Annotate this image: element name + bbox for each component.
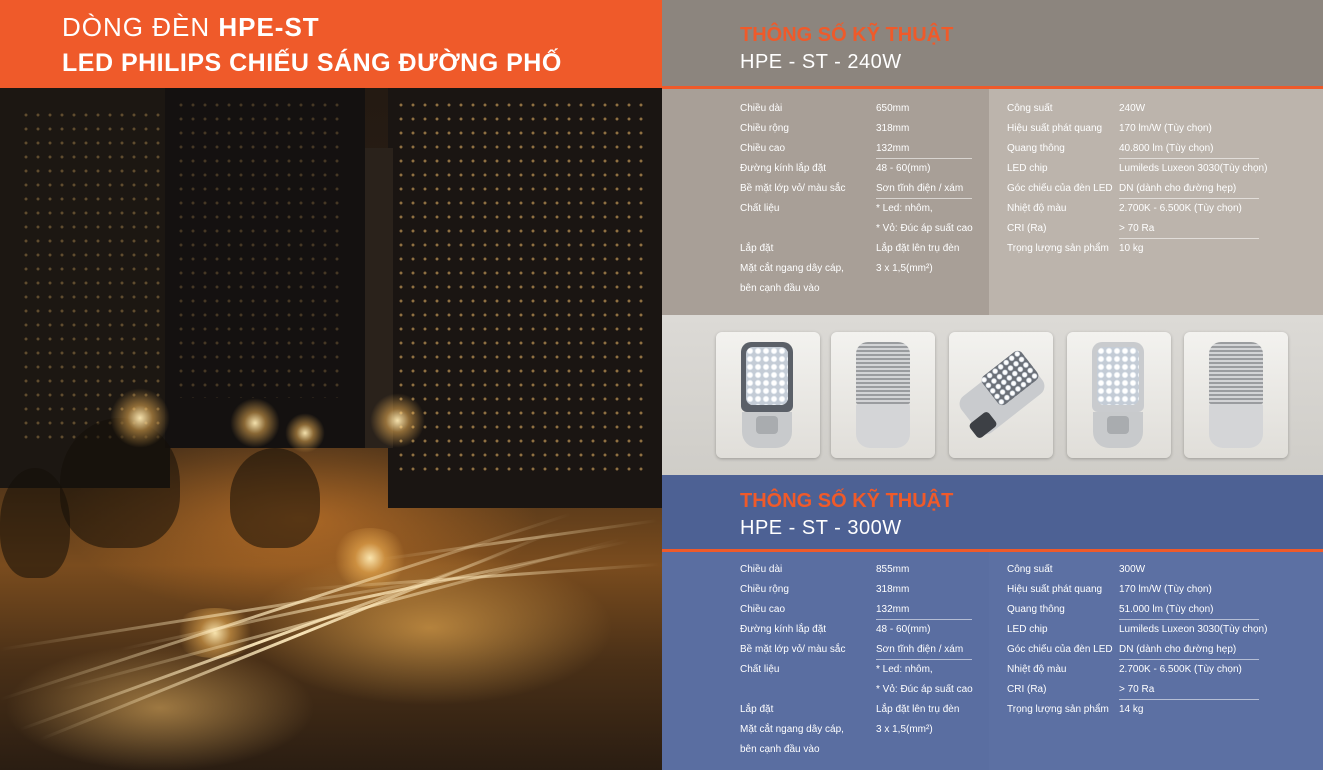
spec-label: Chất liệu [740,663,780,675]
section-title: THÔNG SỐ KỸ THUẬT [740,490,954,512]
spec-row [740,278,980,298]
spec-table-performance [1007,98,1267,263]
spec-row [740,619,980,639]
right-panel [662,0,1323,770]
spec-value: > 70 Ra [1119,222,1155,234]
spec-table-dimensions [740,98,980,303]
spec-row [740,218,980,238]
section-title: THÔNG SỐ KỸ THUẬT [740,24,954,46]
spec-label: Chiều dài [740,102,783,114]
spec-value: * Vỏ: Đúc áp suất cao [876,683,973,695]
spec-row [1007,178,1267,198]
spec-value: Lắp đặt lên trụ đèn [876,703,960,715]
spec-row [740,98,980,118]
spec-row [740,178,980,198]
spec-value: 40.800 lm (Tùy chọn) [1119,142,1214,154]
spec-table-dimensions [740,559,980,764]
spec-label: Mặt cắt ngang dây cáp, [740,262,844,274]
spec-value: 318mm [876,122,910,134]
spec-row [740,138,980,158]
spec-row [1007,218,1267,238]
spec-row [740,158,980,178]
spec-label: Đường kính lắp đặt [740,162,827,174]
spec-label: Nhiệt độ màu [1007,663,1067,675]
spec-value: 10 kg [1119,242,1144,254]
series-title-model: HPE-ST [218,12,320,42]
spec-row [740,258,980,278]
spec-value: 2.700K - 6.500K (Tùy chọn) [1119,663,1242,675]
spec-label: Đường kính lắp đặt [740,623,827,635]
row-divider [1119,198,1259,199]
spec-value: 2.700K - 6.500K (Tùy chọn) [1119,202,1242,214]
spec-label: Lắp đặt [740,703,774,715]
spec-row [740,579,980,599]
series-title [62,12,320,43]
spec-row [740,659,980,679]
product-image-front [716,332,820,458]
row-divider [1119,238,1259,239]
spec-value: Sơn tĩnh điện / xám [876,182,964,194]
spec-row [1007,559,1267,579]
spec-label: Góc chiếu của đèn LED [1007,182,1113,194]
spec-label: Trọng lượng sản phẩm [1007,242,1109,254]
spec-row [740,238,980,258]
spec-label: LED chip [1007,162,1048,174]
spec-table-performance [1007,559,1267,724]
spec-label: Chiều dài [740,563,783,575]
spec-section-300w [662,475,1323,770]
spec-value: * Led: nhôm, [876,663,933,675]
spec-row [1007,158,1267,178]
spec-label: Trọng lượng sản phẩm [1007,703,1109,715]
spec-value: > 70 Ra [1119,683,1155,695]
spec-label: Chiều rộng [740,122,789,134]
row-divider [876,619,972,620]
spec-label: Chiều cao [740,603,786,615]
spec-value: 170 lm/W (Tùy chọn) [1119,122,1212,134]
spec-label: Chiều cao [740,142,786,154]
spec-value: 855mm [876,563,910,575]
spec-value: 48 - 60(mm) [876,623,931,635]
spec-row [740,559,980,579]
spec-row [740,599,980,619]
row-divider [1119,158,1259,159]
spec-label: Lắp đặt [740,242,774,254]
spec-row [1007,619,1267,639]
spec-value: 14 kg [1119,703,1144,715]
spec-row [1007,639,1267,659]
spec-row [740,198,980,218]
spec-label: CRI (Ra) [1007,683,1047,695]
divider [662,549,1323,552]
spec-value: * Vỏ: Đúc áp suất cao [876,222,973,234]
row-divider [876,659,972,660]
spec-label: Hiệu suất phát quang [1007,583,1103,595]
night-city-photo [0,88,662,770]
spec-value: Lumileds Luxeon 3030(Tùy chọn) [1119,623,1268,635]
spec-label: CRI (Ra) [1007,222,1047,234]
spec-row [1007,579,1267,599]
spec-value: 240W [1119,102,1146,114]
spec-value: 300W [1119,563,1146,575]
spec-label: Quang thông [1007,603,1065,615]
spec-row [740,739,980,759]
spec-label: bên cạnh đầu vào [740,282,820,294]
row-divider [1119,619,1259,620]
spec-value: DN (dành cho đường hẹp) [1119,182,1237,194]
spec-value: 132mm [876,142,910,154]
spec-row [740,679,980,699]
spec-label: bên cạnh đầu vào [740,743,820,755]
spec-row [740,118,980,138]
spec-label: Mặt cắt ngang dây cáp, [740,723,844,735]
spec-label: LED chip [1007,623,1048,635]
spec-row [740,639,980,659]
spec-label: Hiệu suất phát quang [1007,122,1103,134]
spec-row [740,719,980,739]
spec-row [1007,138,1267,158]
model-name: HPE - ST - 300W [740,517,902,539]
divider [662,86,1323,89]
spec-value: 3 x 1,5(mm²) [876,262,933,274]
spec-label: Bề mặt lớp vỏ/ màu sắc [740,182,846,194]
series-subtitle: LED PHILIPS CHIẾU SÁNG ĐƯỜNG PHỐ [62,49,562,77]
spec-row [1007,699,1267,719]
spec-value: Lắp đặt lên trụ đèn [876,242,960,254]
spec-value: 51.000 lm (Tùy chọn) [1119,603,1214,615]
spec-label: Bề mặt lớp vỏ/ màu sắc [740,643,846,655]
series-title-prefix: DÒNG ĐÈN [62,12,219,42]
spec-row [1007,118,1267,138]
spec-label: Công suất [1007,102,1053,114]
product-image-back-2 [1184,332,1288,458]
spec-label: Chất liệu [740,202,780,214]
spec-value: 170 lm/W (Tùy chọn) [1119,583,1212,595]
product-gallery [662,315,1323,475]
spec-label: Nhiệt độ màu [1007,202,1067,214]
spec-value: * Led: nhôm, [876,202,933,214]
spec-value: Lumileds Luxeon 3030(Tùy chọn) [1119,162,1268,174]
spec-value: 3 x 1,5(mm²) [876,723,933,735]
spec-row [1007,599,1267,619]
spec-label: Công suất [1007,563,1053,575]
product-image-back [831,332,935,458]
spec-row [1007,98,1267,118]
spec-value: 318mm [876,583,910,595]
spec-value: 48 - 60(mm) [876,162,931,174]
spec-value: DN (dành cho đường hẹp) [1119,643,1237,655]
spec-value: 132mm [876,603,910,615]
spec-label: Quang thông [1007,142,1065,154]
row-divider [876,198,972,199]
spec-section-240w [662,0,1323,315]
left-header [0,0,662,88]
spec-row [1007,659,1267,679]
row-divider [1119,699,1259,700]
product-image-angled [949,332,1053,458]
row-divider [876,158,972,159]
product-image-front-2 [1067,332,1171,458]
spec-value: 650mm [876,102,910,114]
spec-row [1007,238,1267,258]
model-name: HPE - ST - 240W [740,51,902,73]
spec-row [1007,679,1267,699]
spec-row [1007,198,1267,218]
spec-label: Góc chiếu của đèn LED [1007,643,1113,655]
spec-label: Chiều rộng [740,583,789,595]
row-divider [1119,659,1259,660]
spec-value: Sơn tĩnh điện / xám [876,643,964,655]
spec-row [740,699,980,719]
